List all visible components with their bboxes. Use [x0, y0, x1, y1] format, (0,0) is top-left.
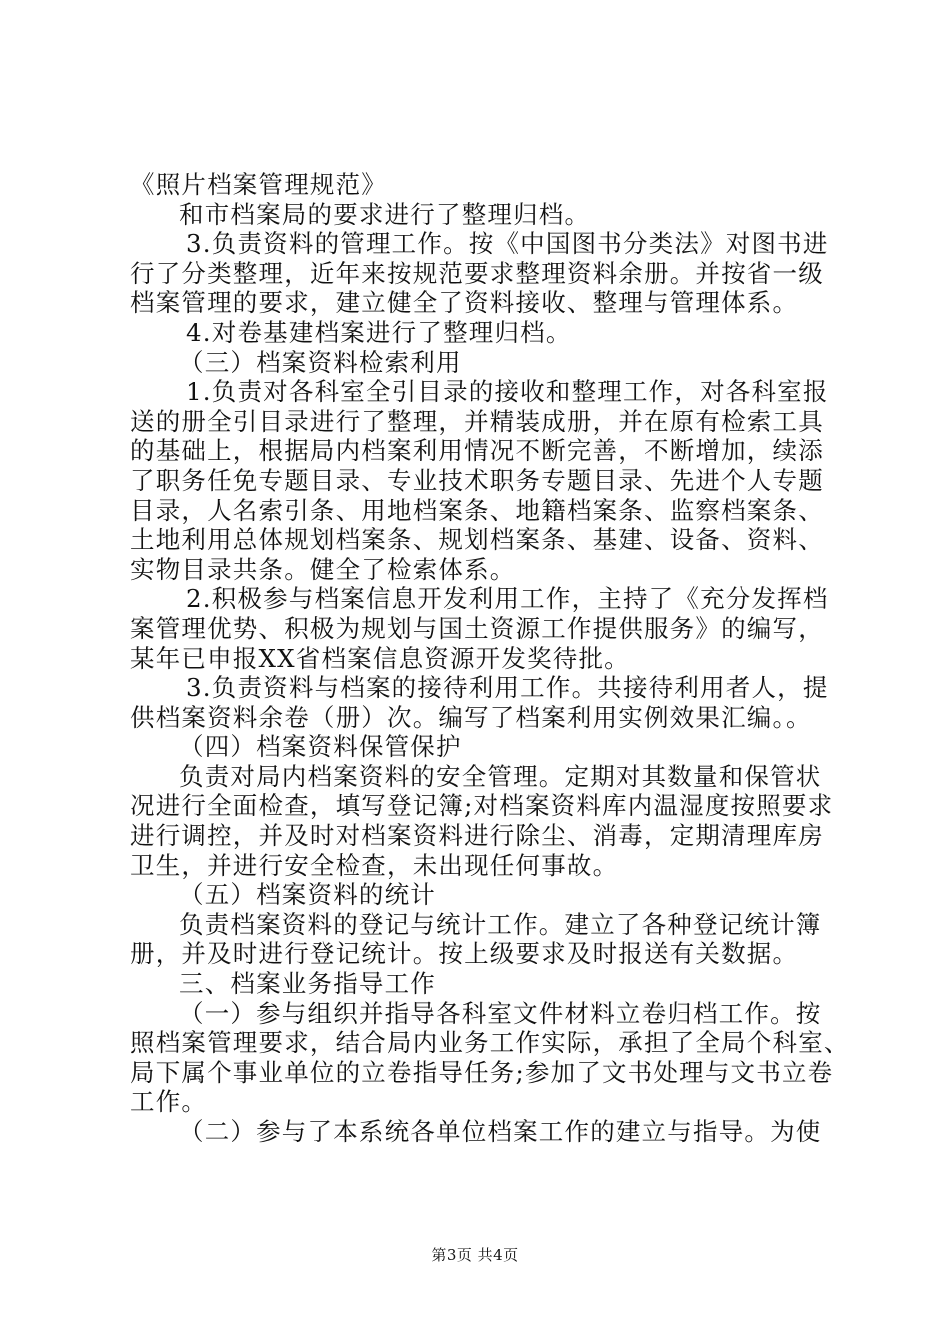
text-line: 工作。	[130, 1087, 208, 1117]
text-line: 照档案管理要求，结合局内业务工作实际，承担了全局个科室、	[130, 1028, 850, 1058]
page-footer: 第3页 共4页	[431, 1246, 519, 1264]
text-line: 档案管理的要求，建立健全了资料接收、整理与管理体系。	[130, 288, 799, 318]
text-line: 2.积极参与档案信息开发利用工作，主持了《充分发挥档	[186, 584, 829, 614]
text-line: 某年已申报XX省档案信息资源开发奖待批。	[130, 643, 630, 673]
text-line: 的基础上，根据局内档案利用情况不断完善，不断增加，续添	[130, 436, 824, 466]
text-line: 进行调控，并及时对档案资料进行除尘、消毒，定期清理库房	[130, 821, 824, 851]
text-line: （三）档案资料检索利用	[179, 347, 462, 377]
text-line: 负责对局内档案资料的安全管理。定期对其数量和保管状	[179, 761, 822, 791]
text-line: 和市档案局的要求进行了整理归档。	[179, 199, 591, 229]
text-line: 卫生，并进行安全检查，未出现任何事故。	[130, 850, 619, 880]
text-line: 行了分类整理，近年来按规范要求整理资料余册。并按省一级	[130, 258, 824, 288]
text-line: 目录，人名索引条、用地档案条、地籍档案条、监察档案条、	[130, 495, 824, 525]
text-line: 案管理优势、积极为规划与国土资源工作提供服务》的编写，	[130, 613, 824, 643]
text-line: 4.对卷基建档案进行了整理归档。	[186, 317, 572, 347]
text-line: （二）参与了本系统各单位档案工作的建立与指导。为使	[179, 1117, 822, 1146]
text-line: 送的册全引目录进行了整理，并精装成册，并在原有检索工具	[130, 406, 824, 436]
text-line: 册，并及时进行登记统计。按上级要求及时报送有关数据。	[130, 939, 799, 969]
text-line: 局下属个事业单位的立卷指导任务;参加了文书处理与文书立卷	[130, 1057, 834, 1087]
text-line: （一）参与组织并指导各科室文件材料立卷归档工作。按	[179, 998, 822, 1028]
text-line: 了职务任免专题目录、专业技术职务专题目录、先进个人专题	[130, 465, 824, 495]
text-line: 1.负责对各科室全引目录的接收和整理工作，对各科室报	[186, 377, 829, 407]
text-line: 实物目录共条。健全了检索体系。	[130, 554, 516, 584]
text-line: 三、档案业务指导工作	[179, 969, 436, 999]
text-line: 土地利用总体规划档案条、规划档案条、基建、设备、资料、	[130, 525, 824, 555]
text-line: （四）档案资料保管保护	[179, 732, 462, 762]
text-line: 3.负责资料与档案的接待利用工作。共接待利用者人，提	[186, 673, 829, 703]
document-body	[130, 170, 850, 1147]
text-line: 《照片档案管理规范》	[130, 170, 387, 199]
text-line: 供档案资料余卷（册）次。编写了档案利用实例效果汇编。。	[130, 702, 812, 732]
text-line: （五）档案资料的统计	[179, 880, 436, 910]
text-line: 负责档案资料的登记与统计工作。建立了各种登记统计簿	[179, 909, 822, 939]
text-line: 况进行全面检查，填写登记簿;对档案资料库内温湿度按照要求	[130, 791, 834, 821]
text-line: 3.负责资料的管理工作。按《中国图书分类法》对图书进	[186, 229, 829, 259]
